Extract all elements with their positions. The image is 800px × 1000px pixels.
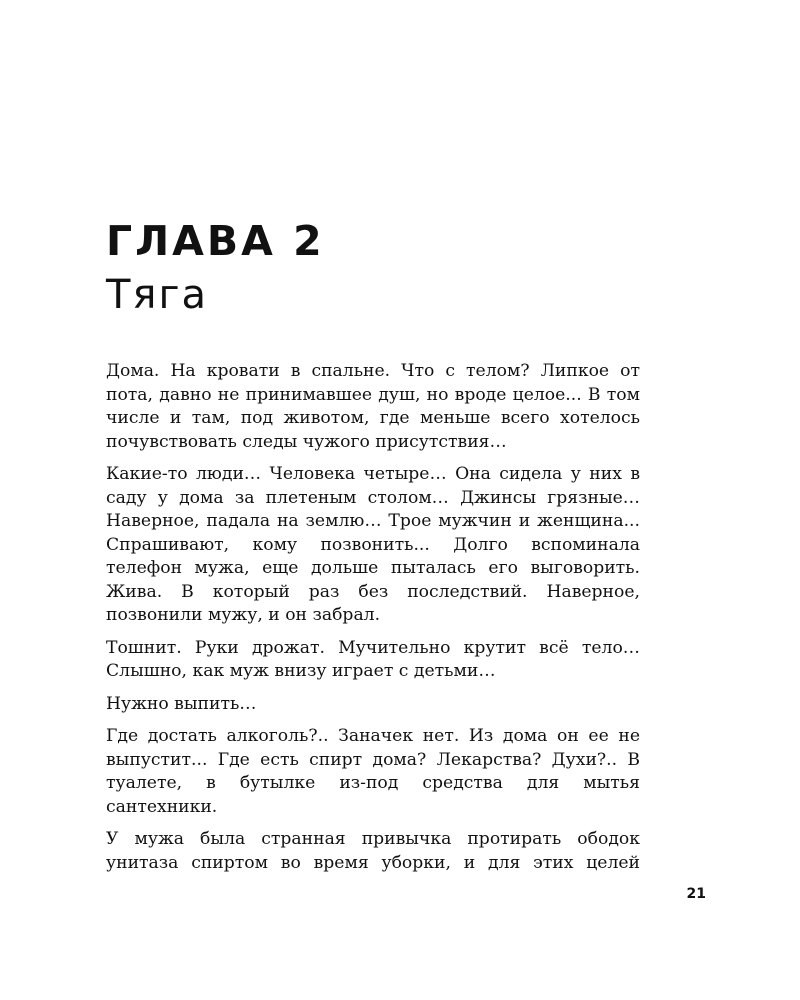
paragraph: Где достать алкоголь?.. Заначек нет. Из дома он ее не выпустит... Где есть спирт дома? Лекарства? Духи?.. В туалете, в бутылке из-под средства для мытья сантехники. (106, 726, 640, 817)
paragraph: Какие-то люди… Человека четыре… Она сидела у них в саду у дома за плетеным столом… Джинсы грязные… Наверное, падала на землю… Трое мужчин и женщина... Спрашивают, кому позвонить... Долго вспоминала телефон мужа, еще дольше пыталась его выговорить. Жива. В который раз без последствий. Наверное, позвонили мужу, и он забрал. (106, 464, 640, 625)
paragraph: У мужа была странная привычка протирать ободок унитаза спиртом во время уборки, и для этих целей (106, 829, 640, 873)
paragraph: Тошнит. Руки дрожат. Мучительно крутит всё тело… Слышно, как муж внизу играет с детьми… (106, 637, 640, 681)
paragraph: Дома. На кровати в спальне. Что с телом? Липкое от пота, давно не принимавшее душ, но вроде целое... В том числе и там, под животом, где меньше всего хотелось почувствовать следы чужого присутствия… (106, 361, 640, 452)
chapter-heading (106, 214, 325, 322)
chapter-title: Тяга (106, 272, 209, 318)
chapter-number: ГЛАВА 2 (106, 217, 325, 265)
page-number: 21 (686, 886, 706, 902)
paragraph: Нужно выпить… (106, 693, 257, 714)
body-text (106, 360, 640, 884)
